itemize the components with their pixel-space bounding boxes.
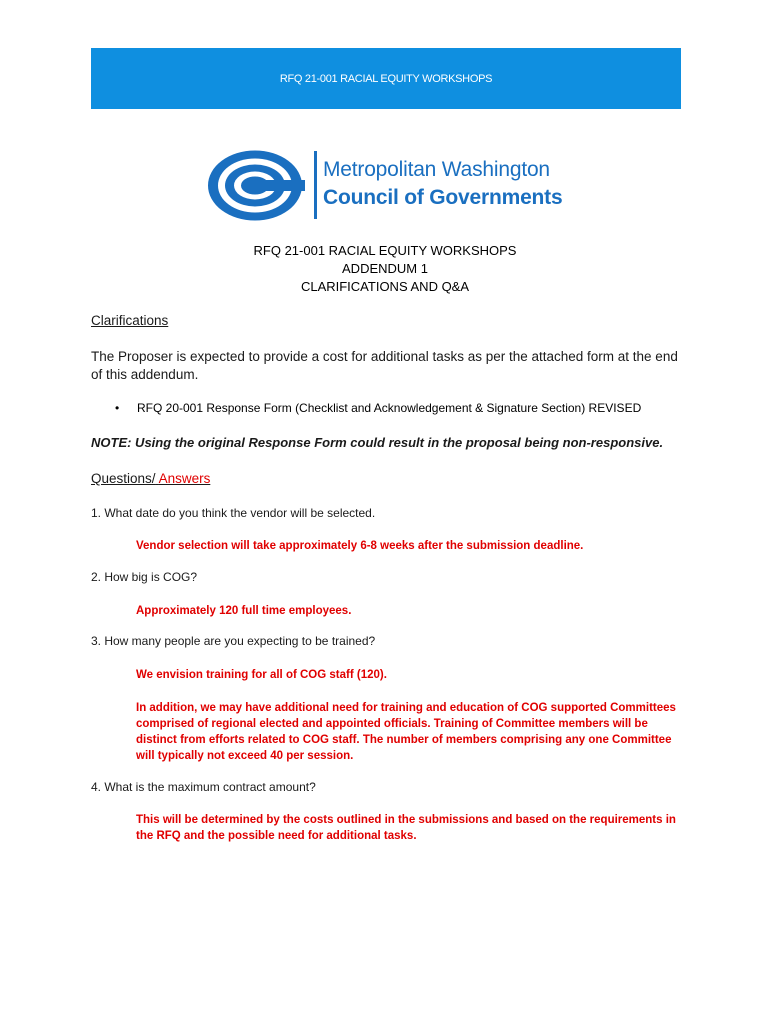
answer-1: Vendor selection will take approximately 6-8 weeks after the submission deadline. xyxy=(136,540,584,552)
answers-heading-label: Answers xyxy=(158,471,211,486)
bullet-text: RFQ 20-001 Response Form (Checklist and Acknowledgement & Signature Section) REVISED xyxy=(137,401,642,415)
question-1: 1. What date do you think the vendor will be selected. xyxy=(91,506,376,520)
qa-heading xyxy=(91,471,210,486)
clarifications-heading: Clarifications xyxy=(91,313,169,328)
cog-emblem-icon xyxy=(205,148,305,223)
clarifications-paragraph: The Proposer is expected to provide a cost for additional tasks as per the attached form at the end of this addendum. xyxy=(91,349,678,382)
logo-text-line1: Metropolitan Washington xyxy=(323,158,550,181)
question-2: 2. How big is COG? xyxy=(91,570,198,584)
logo-text-line2: Council of Governments xyxy=(323,186,563,209)
bullet-dot-icon: • xyxy=(115,401,120,415)
title-line-3: CLARIFICATIONS AND Q&A xyxy=(300,279,470,294)
header-banner xyxy=(91,48,681,109)
response-form-note: NOTE: Using the original Response Form could result in the proposal being non-responsive. xyxy=(91,435,664,450)
document-title xyxy=(0,242,770,296)
title-line-2: ADDENDUM 1 xyxy=(342,261,428,276)
question-4: 4. What is the maximum contract amount? xyxy=(91,780,316,794)
header-banner-text: RFQ 21-001 RACIAL EQUITY WORKSHOPS xyxy=(279,72,493,85)
response-form-bullet xyxy=(115,401,641,415)
answer-4: This will be determined by the costs outlined in the submissions and based on the requirements in the RFQ and the possible need for additional tasks. xyxy=(136,814,676,842)
title-line-1: RFQ 21-001 RACIAL EQUITY WORKSHOPS xyxy=(253,243,517,258)
answer-3: We envision training for all of COG staff (120). xyxy=(136,669,387,681)
questions-heading-label: Questions/ xyxy=(91,471,156,486)
cog-logo xyxy=(205,148,575,223)
logo-divider xyxy=(314,151,317,219)
answer-2: Approximately 120 full time employees. xyxy=(136,605,352,617)
answer-3-extra: In addition, we may have additional need for training and education of COG supported Committees comprised of regional elected and appointed officials. Training of Committee members will be distinct from efforts related to COG staff. The number of members comprising any one Committee will typically not exceed 40 per session. xyxy=(136,702,676,762)
question-3: 3. How many people are you expecting to be trained? xyxy=(91,634,376,648)
